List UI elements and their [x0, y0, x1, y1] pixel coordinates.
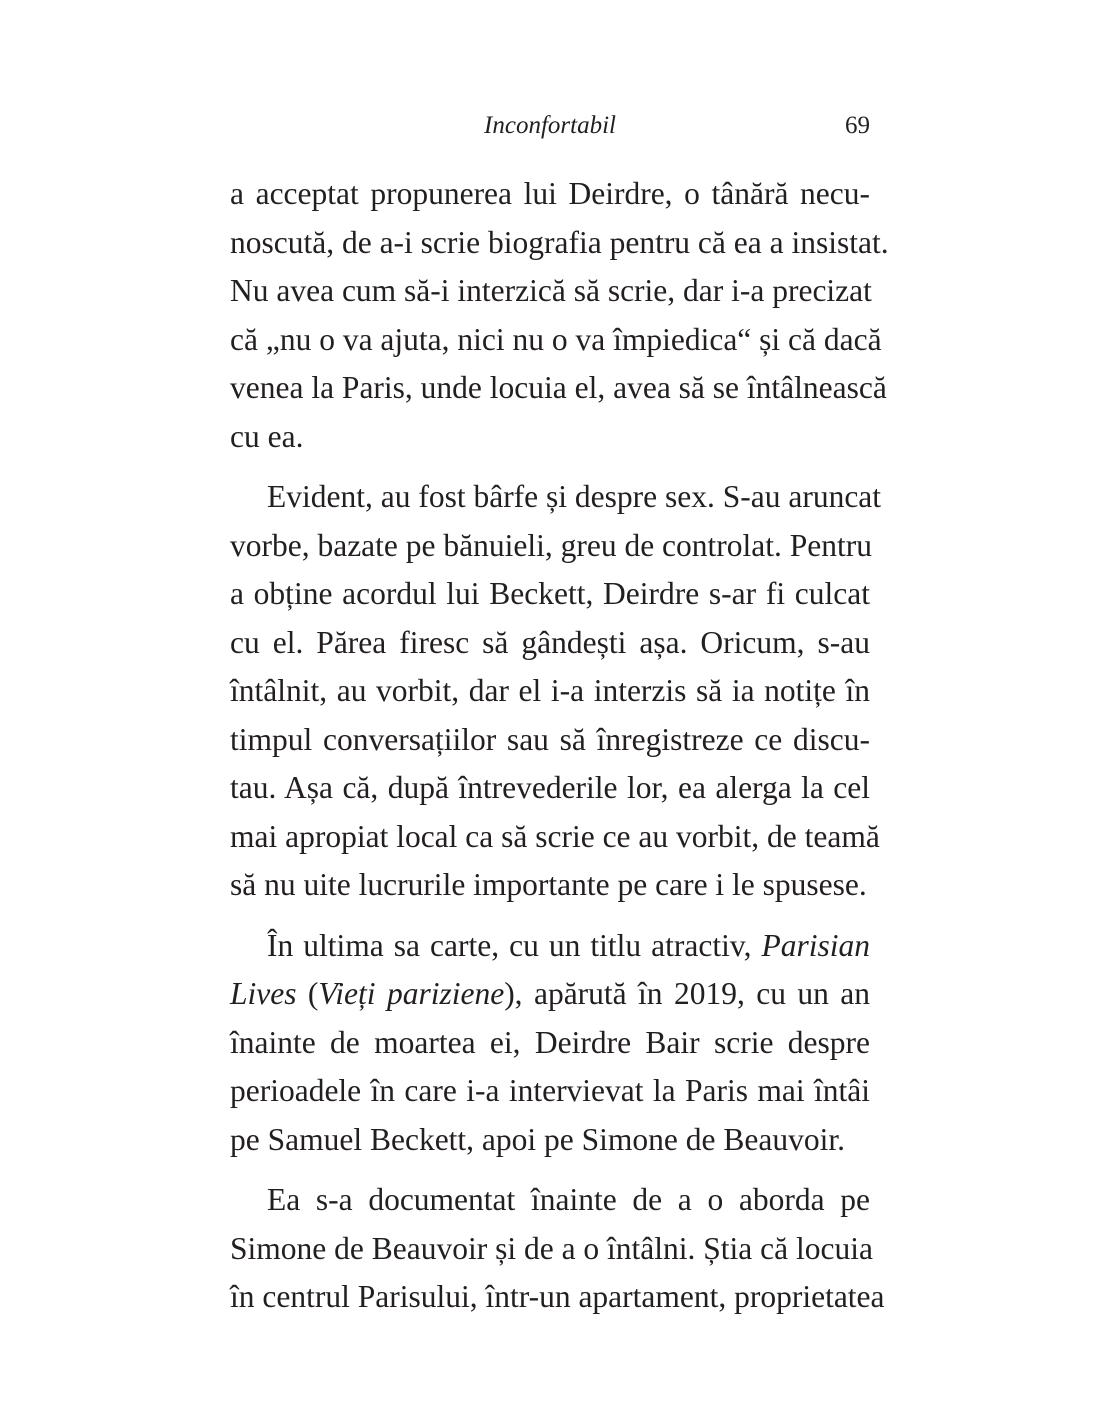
text-line: vorbe, bazate pe bănuieli, greu de controlat. Pentru: [230, 527, 872, 563]
text-line: perioadele în care i-a intervievat la Paris mai întâi: [230, 1073, 870, 1108]
body-text: [230, 170, 889, 1322]
text-line: Evident, au fost bârfe și despre sex. S-au aruncat: [267, 479, 882, 514]
text-line: întâlnit, au vorbit, dar el i-a interzis să ia notițe în: [230, 673, 870, 708]
page-number: 69: [845, 112, 870, 139]
running-head: [230, 112, 870, 152]
text-line: tau. Așa că, după întrevederile lor, ea alerga la cel: [230, 770, 870, 805]
text-segment: ), apărută în 2019, cu un an: [504, 976, 871, 1011]
text-line: noscută, de a-i scrie biografia pentru că ea a insistat.: [230, 224, 889, 260]
paragraph-3: [230, 922, 870, 1165]
text-segment: În ultima sa carte, cu un titlu atractiv,: [267, 927, 762, 963]
text-segment: (: [296, 976, 319, 1011]
book-title: Lives: [230, 976, 297, 1011]
paragraph-gap: [230, 461, 870, 473]
paragraph-gap: [230, 910, 870, 922]
paragraph-1: [230, 170, 889, 461]
book-page: [230, 112, 889, 1322]
text-line: cu el. Părea firesc să gândești așa. Oricum, s-au: [230, 624, 870, 660]
text-line: înainte de moartea ei, Deirdre Bair scrie despre: [230, 1024, 870, 1060]
text-line: cu ea.: [230, 418, 304, 454]
text-line: [230, 970, 870, 1019]
text-line: venea la Paris, unde locuia el, avea să se întâlnească: [230, 370, 887, 405]
paragraph-2: [230, 473, 882, 910]
book-title: Parisian: [761, 927, 870, 963]
text-line: pe Samuel Beckett, apoi pe Simone de Beauvoir.: [230, 1121, 845, 1157]
text-line: timpul conversațiilor sau să înregistreze ce discu-: [230, 721, 870, 757]
running-title: Inconfortabil: [484, 112, 616, 139]
text-line: a obține acordul lui Beckett, Deirdre s-ar fi culcat: [230, 576, 870, 611]
text-line: că „nu o va ajuta, nici nu o va împiedica“ și că dacă: [230, 321, 882, 357]
paragraph-4: [230, 1176, 885, 1322]
text-line: mai apropiat local ca să scrie ce au vorbit, de teamă: [230, 818, 880, 854]
text-line: să nu uite lucrurile importante pe care i le spusese.: [230, 867, 867, 902]
text-line: Ea s-a documentat înainte de a o aborda pe: [267, 1182, 870, 1217]
text-line: în centrul Parisului, într-un apartament, proprietatea: [230, 1279, 885, 1314]
text-line: a acceptat propunerea lui Deirdre, o tânără necu-: [230, 176, 870, 211]
paragraph-gap: [230, 1164, 870, 1176]
text-line: [230, 922, 870, 971]
text-line: Simone de Beauvoir și de a o întâlni. Știa că locuia: [230, 1230, 873, 1266]
text-line: Nu avea cum să-i interzică să scrie, dar i-a precizat: [230, 273, 872, 308]
book-title-translation: Vieți pariziene: [318, 976, 505, 1011]
